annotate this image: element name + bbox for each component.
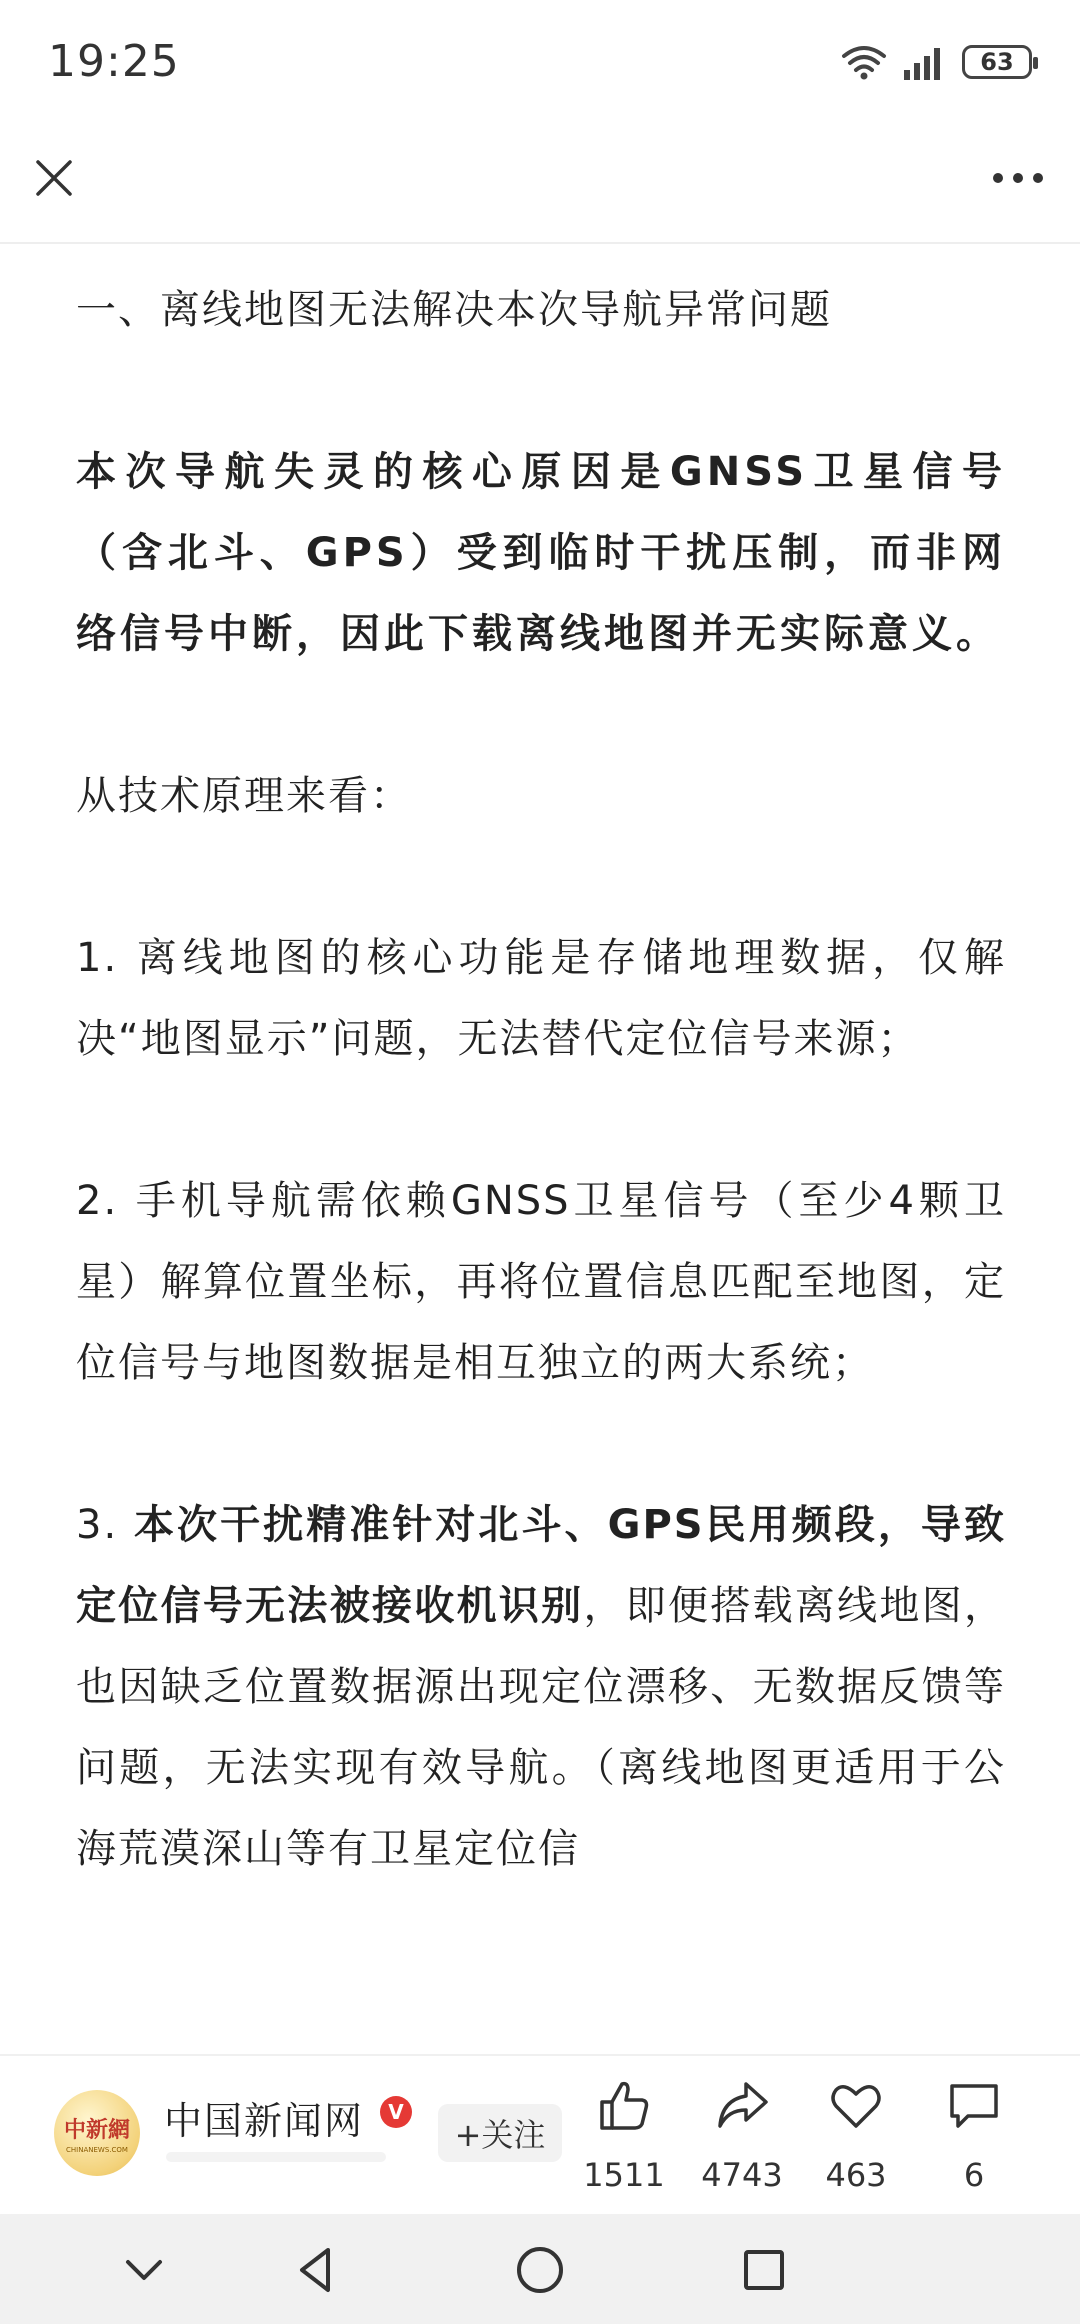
status-icons [840,40,1032,84]
article-body [76,270,1006,1890]
point-3-bold-text: 本次干扰精准针对北斗、GPS民用频段，导致定位信号无法被接收机识别 [76,1502,1006,1629]
like-count: 1511 [583,2156,665,2194]
close-icon[interactable] [30,154,78,202]
home-circle-icon[interactable] [512,2242,568,2298]
point-2-paragraph: 2. 手机导航需依赖GNSS卫星信号（至少4颗卫星）解算位置坐标，再将位置信息匹配至地图，定位信号与地图数据是相互独立的两大系统； [76,1178,1006,1386]
battery-level: 63 [980,48,1014,76]
top-nav [0,130,1080,244]
comment-button[interactable] [914,2078,1034,2198]
share-icon [714,2078,770,2134]
signal-icon [902,42,948,82]
source-subtitle-placeholder [166,2152,386,2162]
more-options-icon[interactable] [988,158,1048,198]
wifi-icon [840,42,888,82]
action-bar [0,2054,1080,2216]
point-3-paragraph [76,1485,1006,1890]
point-3-text: ，即便搭载离线地图，也因缺乏位置数据源出现定位漂移、无数据反馈等问题，无法实现有效导航。（离线地图更适用于公海荒漠深山等有卫星定位信 [76,1583,1007,1872]
point-1-paragraph: 1. 离线地图的核心功能是存储地理数据，仅解决“地图显示”问题，无法替代定位信号来源； [76,935,1006,1062]
section-heading: 一、离线地图无法解决本次导航异常问题 [76,287,832,333]
back-triangle-icon[interactable] [288,2242,344,2298]
logo-text: 中新網 [63,2116,130,2143]
follow-button[interactable]: +关注 [438,2104,562,2162]
share-count: 4743 [701,2156,783,2194]
battery-icon [962,45,1032,79]
logo-subtext: CHINANEWS.COM [66,2145,128,2154]
share-button[interactable] [682,2078,802,2198]
system-nav-bar [0,2214,1080,2324]
comment-icon [946,2078,1002,2134]
intro-paragraph: 从技术原理来看： [76,773,412,819]
comment-count: 6 [963,2156,985,2194]
source-name[interactable]: 中国新闻网 [164,2099,365,2143]
summary-paragraph: 本次导航失灵的核心原因是GNSS卫星信号（含北斗、GPS）受到临时干扰压制，而非网络信号中断，因此下载离线地图并无实际意义。 [76,449,1006,657]
source-avatar[interactable] [54,2090,140,2176]
battery-cap [1033,57,1038,69]
like-button[interactable] [564,2078,684,2198]
recents-square-icon[interactable] [736,2242,792,2298]
favorite-count: 463 [825,2156,887,2194]
chevron-down-icon[interactable] [116,2242,172,2298]
favorite-button[interactable] [796,2078,916,2198]
status-bar [0,0,1080,130]
point-3-number: 3. [76,1502,134,1548]
status-time: 19:25 [48,36,180,87]
verified-badge-icon: V [380,2096,412,2128]
heart-icon [828,2078,884,2134]
thumbs-up-icon [596,2078,652,2134]
